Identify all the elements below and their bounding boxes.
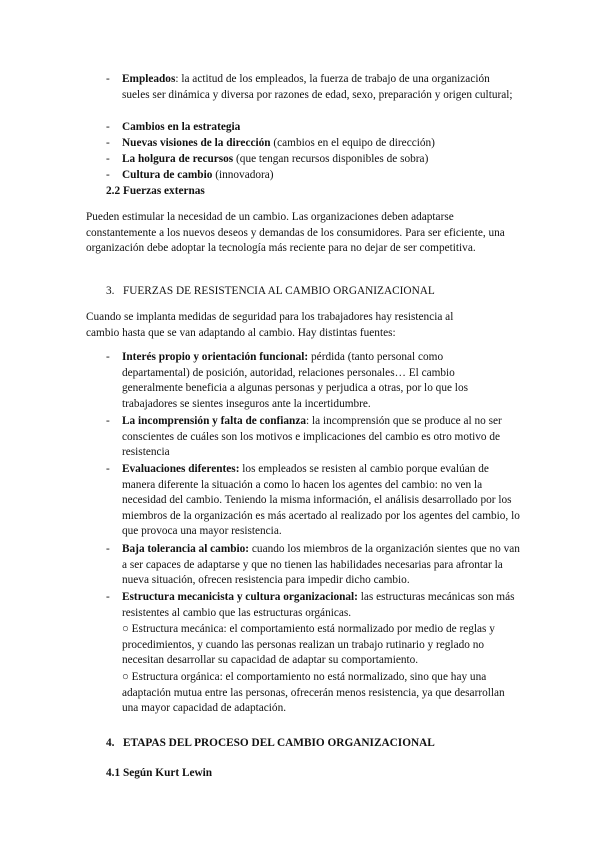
- bullet-dash: -: [106, 351, 110, 363]
- section-heading: 4. ETAPAS DEL PROCESO DEL CAMBIO ORGANIZACIONAL: [106, 737, 435, 749]
- list-item: Baja tolerancia al cambio: cuando los miembros de la organización sientes que no van a ser capaces de adaptarse y que no tienen las habilidades necesarias para afrontar la nueva situación, ofrecen resistencia para impedir dicho cambio.: [122, 543, 520, 587]
- subsection-heading: 4.1 Según Kurt Lewin: [106, 767, 213, 779]
- bullet-dash: -: [106, 463, 110, 475]
- list-item: Cambios en la estrategia: [122, 121, 241, 133]
- circle-bullet-icon: ○: [122, 623, 129, 635]
- section-heading: 3. FUERZAS DE RESISTENCIA AL CAMBIO ORGANIZACIONAL: [106, 285, 435, 297]
- bullet-dash: -: [106, 169, 110, 181]
- bullet-dash: -: [106, 121, 110, 133]
- paragraph: Pueden estimular la necesidad de un cambio. Las organizaciones deben adaptarse constantemente a los nuevos deseos y demandas de los consumidores. Para ser eficiente, una organización debe adoptar la tecnología más reciente para no dejar de ser competitiva.: [86, 211, 505, 255]
- subsection-heading: 2.2 Fuerzas externas: [106, 185, 205, 197]
- bullet-dash: -: [106, 153, 110, 165]
- sub-item: ○ Estructura orgánica: el comportamiento no está normalizado, sino que hay una adaptación mutua entre las personas, ofrecerán menos resistencia, ya que desarrollan una mayor capacidad de adaptación.: [122, 671, 505, 715]
- list-item: Empleados: la actitud de los empleados, la fuerza de trabajo de una organización sueles ser dinámica y diversa por razones de edad, sexo, preparación y origen cultural;: [122, 73, 513, 101]
- list-item: La incomprensión y falta de confianza: la incomprensión que se produce al no ser conscientes de cuáles son los motivos e implicaciones del cambio es otro motivo de resistencia: [122, 415, 502, 459]
- paragraph: Cuando se implanta medidas de seguridad para los trabajadores hay resistencia al cambio hasta que se van adaptando al cambio. Hay distintas fuentes:: [86, 311, 454, 339]
- circle-bullet-icon: ○: [122, 671, 129, 683]
- list-item: Interés propio y orientación funcional: pérdida (tanto personal como departamental) de posición, autoridad, relaciones personales… El cambio generalmente beneficia a algunas personas y perjudica a otras, por lo que los trabajadores se sientes inseguros ante la incertidumbre.: [122, 351, 468, 410]
- bullet-dash: -: [106, 415, 110, 427]
- bullet-dash: -: [106, 591, 110, 603]
- list-item: Nuevas visiones de la dirección (cambios en el equipo de dirección): [122, 137, 435, 149]
- sub-item: ○ Estructura mecánica: el comportamiento está normalizado por medio de reglas y procedimientos, y cuando las personas realizan un trabajo rutinario y reglado no necesitan desarrollar su capacidad de adaptar su comportamiento.: [122, 623, 495, 667]
- bullet-dash: -: [106, 543, 110, 555]
- bullet-dash: -: [106, 73, 110, 85]
- list-item: Estructura mecanicista y cultura organizacional: las estructuras mecánicas son más resistentes al cambio que las estructuras orgánicas.: [122, 591, 515, 619]
- list-item: La holgura de recursos (que tengan recursos disponibles de sobra): [122, 153, 429, 165]
- list-item: Evaluaciones diferentes: los empleados se resisten al cambio porque evalúan de manera diferente la situación a como lo hacen los agentes del cambio: no ven la necesidad del cambio. Teniendo la misma información, el análisis desarrollado por los miembros de la organización es más acertado al realizado por los agentes del cambio, lo que provoca una mayor resistencia.: [122, 463, 520, 538]
- bullet-dash: -: [106, 137, 110, 149]
- list-item: Cultura de cambio (innovadora): [122, 169, 274, 181]
